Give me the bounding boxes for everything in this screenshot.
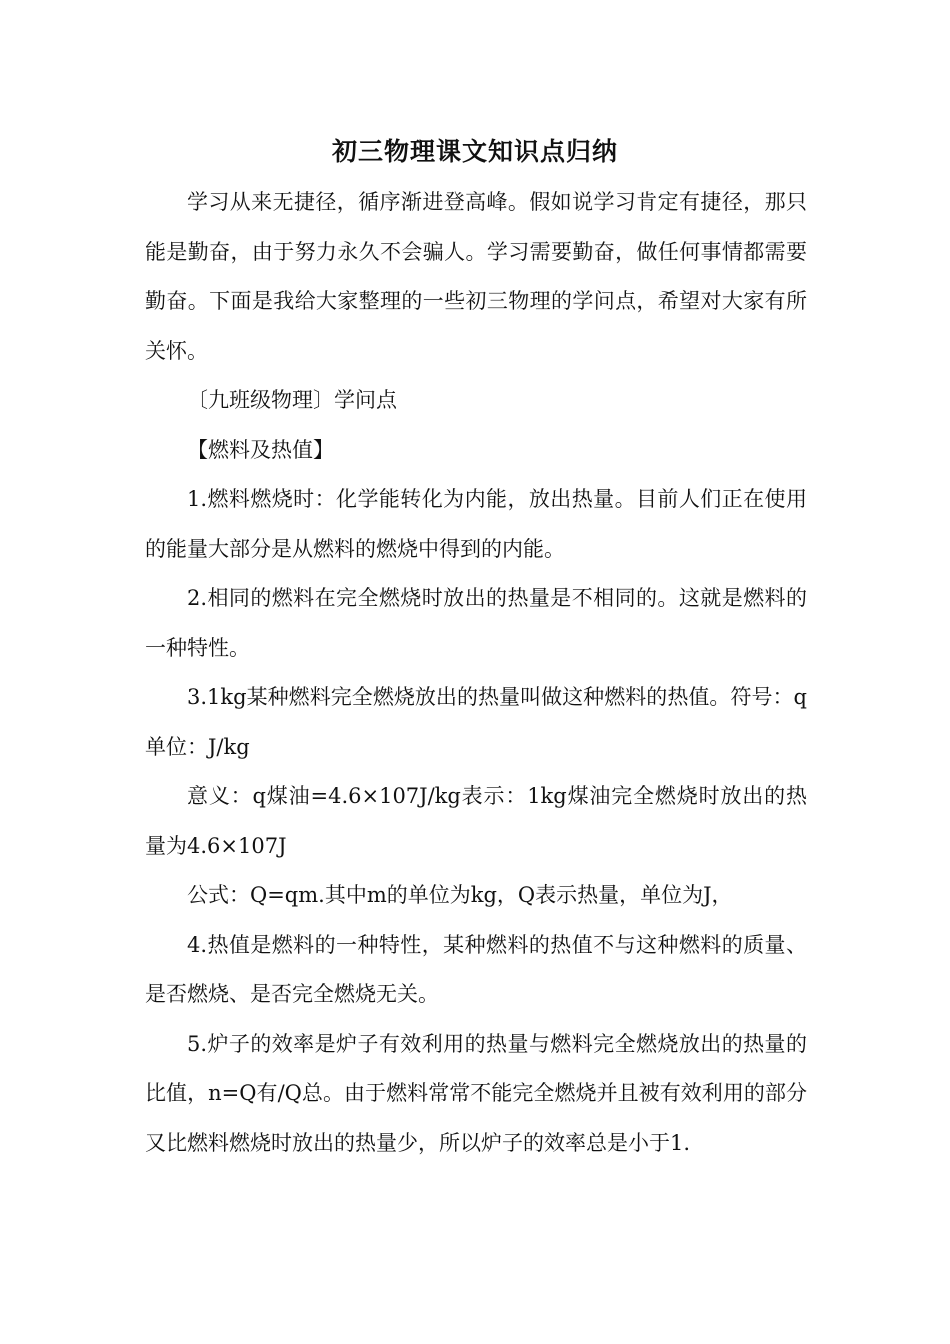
paragraph-point-4: 4.热值是燃料的一种特性，某种燃料的热值不与这种燃料的质量、是否燃烧、是否完全燃烧无关。 bbox=[145, 932, 807, 1006]
paragraph-point-2: 2.相同的燃料在完全燃烧时放出的热量是不相同的。这就是燃料的一种特性。 bbox=[145, 586, 807, 660]
document-title: 初三物理课文知识点归纳 bbox=[331, 137, 618, 166]
paragraph-point-3: 3.1kg某种燃料完全燃烧放出的热量叫做这种燃料的热值。符号：q单位：J/kg bbox=[145, 685, 807, 759]
paragraph-intro: 学习从来无捷径，循序渐进登高峰。假如说学习肯定有捷径，那只能是勤奋，由于努力永久不会骗人。学习需要勤奋，做任何事情都需要勤奋。下面是我给大家整理的一些初三物理的学问点，希望对大家有所关怀。 bbox=[145, 190, 807, 363]
paragraph-formula: 公式：Q=qm.其中m的单位为kg，Q表示热量，单位为J， bbox=[187, 883, 733, 907]
paragraph-meaning: 意义：q煤油=4.6×107J/kg表示：1kg煤油完全燃烧时放出的热量为4.6×107J bbox=[145, 784, 807, 858]
paragraph-point-1: 1.燃料燃烧时：化学能转化为内能，放出热量。目前人们正在使用的能量大部分是从燃料的燃烧中得到的内能。 bbox=[145, 487, 807, 561]
paragraph-section-label: 〔九班级物理〕学问点 bbox=[187, 388, 397, 412]
document-body bbox=[145, 178, 807, 1168]
paragraph-point-5: 5.炉子的效率是炉子有效利用的热量与燃料完全燃烧放出的热量的比值，n=Q有/Q总。由于燃料常常不能完全燃烧并且被有效利用的部分又比燃料燃烧时放出的热量少，所以炉子的效率总是小于1. bbox=[145, 1031, 807, 1155]
paragraph-heading-fuel: 【燃料及热值】 bbox=[187, 437, 334, 462]
